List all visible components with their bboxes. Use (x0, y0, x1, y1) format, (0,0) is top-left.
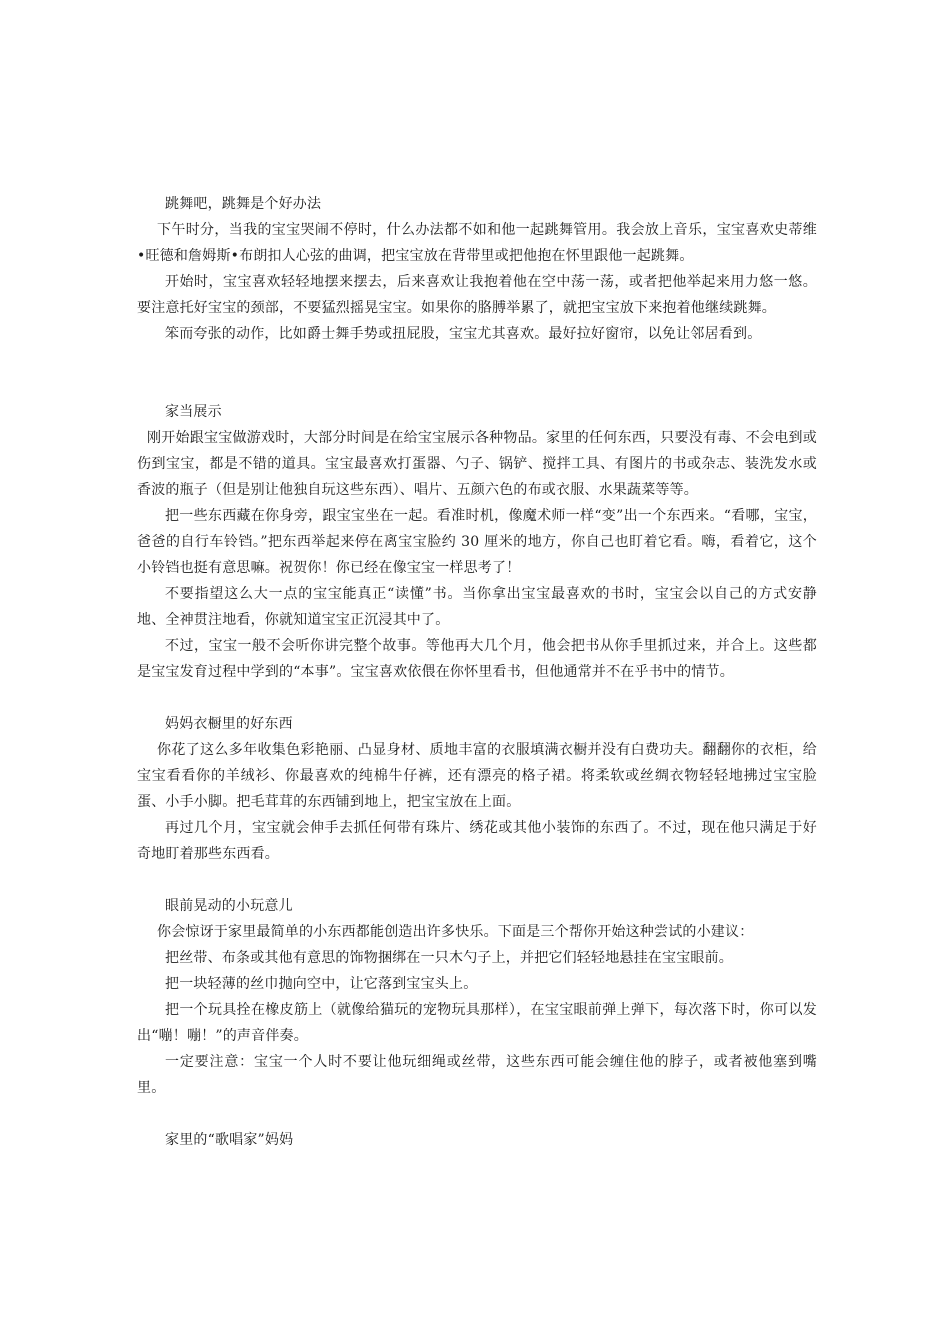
paragraph: 你花了这么多年收集色彩艳丽、凸显身材、质地丰富的衣服填满衣橱并没有白费功夫。翻翻你的衣柜，给宝宝看看你的羊绒衫、你最喜欢的纯棉牛仔裤，还有漂亮的格子裙。将柔软或丝绸衣物轻轻地拂过宝宝脸蛋、小手小脚。把毛茸茸的东西铺到地上，把宝宝放在上面。 (137, 742, 817, 810)
paragraph: 笨而夸张的动作，比如爵士舞手势或扭屁股，宝宝尤其喜欢。最好拉好窗帘，以免让邻居看到。 (165, 326, 762, 342)
section-spacer (137, 685, 817, 711)
section-spacer (137, 373, 817, 399)
section-heading: 家当展示 (165, 404, 222, 420)
paragraph: 刚开始跟宝宝做游戏时，大部分时间是在给宝宝展示各种物品。家里的任何东西，只要没有毒、不会电到或伤到宝宝，都是不错的道具。宝宝最喜欢打蛋器、勺子、锅铲、搅拌工具、有图片的书或杂志、装洗发水或香波的瓶子（但是别让他独自玩这些东西）、唱片、五颜六色的布或衣服、水果蔬菜等等。 (137, 430, 817, 498)
list-item: 把丝带、布条或其他有意思的饰物捆绑在一只木勺子上，并把它们轻轻地悬挂在宝宝眼前。 (165, 950, 733, 966)
paragraph: 再过几个月，宝宝就会伸手去抓任何带有珠片、绣花或其他小装饰的东西了。不过，现在他只满足于好奇地盯着那些东西看。 (137, 820, 817, 862)
section-heading: 跳舞吧，跳舞是个好办法 (165, 196, 322, 212)
list-item: 把一个玩具拴在橡皮筋上（就像给猫玩的宠物玩具那样），在宝宝眼前弹上弹下，每次落下时，你可以发出“嘣！嘣！”的声音伴奏。 (137, 1002, 817, 1044)
paragraph: 不过，宝宝一般不会听你讲完整个故事。等他再大几个月，他会把书从你手里抓过来，并合上。这些都是宝宝发育过程中学到的“本事”。宝宝喜欢依偎在你怀里看书，但他通常并不在乎书中的情节。 (137, 638, 817, 680)
paragraph: 不要指望这么大一点的宝宝能真正“读懂”书。当你拿出宝宝最喜欢的书时，宝宝会以自己的方式安静地、全神贯注地看，你就知道宝宝正沉浸其中了。 (137, 586, 817, 628)
article-body (137, 191, 817, 1153)
section-heading: 眼前晃动的小玩意儿 (165, 898, 293, 914)
section-spacer (137, 867, 817, 893)
paragraph: 你会惊讶于家里最简单的小东西都能创造出许多快乐。下面是三个帮你开始这种尝试的小建议： (157, 924, 754, 940)
paragraph: 下午时分，当我的宝宝哭闹不停时，什么办法都不如和他一起跳舞管用。我会放上音乐，宝宝喜欢史蒂维•旺德和詹姆斯•布朗扣人心弦的曲调，把宝宝放在背带里或把他抱在怀里跟他一起跳舞。 (137, 222, 817, 264)
section-spacer (137, 347, 817, 373)
section-heading: 家里的“歌唱家”妈妈 (165, 1132, 294, 1148)
section-heading: 妈妈衣橱里的好东西 (165, 716, 293, 732)
paragraph: 开始时，宝宝喜欢轻轻地摆来摆去，后来喜欢让我抱着他在空中荡一荡，或者把他举起来用力悠一悠。要注意托好宝宝的颈部，不要猛烈摇晃宝宝。如果你的胳膊举累了，就把宝宝放下来抱着他继续跳舞。 (137, 274, 817, 316)
paragraph: 把一些东西藏在你身旁，跟宝宝坐在一起。看准时机，像魔术师一样“变”出一个东西来。“看哪，宝宝，爸爸的自行车铃铛。”把东西举起来停在离宝宝脸约 30 厘米的地方，你自己也盯着它看。嗨，看着它，这个小铃铛也挺有意思嘛。祝贺你！你已经在像宝宝一样思考了！ (137, 508, 817, 576)
warning-note: 一定要注意：宝宝一个人时不要让他玩细绳或丝带，这些东西可能会缠住他的脖子，或者被他塞到嘴里。 (137, 1054, 817, 1096)
section-spacer (137, 1101, 817, 1127)
list-item: 把一块轻薄的丝巾抛向空中，让它落到宝宝头上。 (165, 976, 478, 992)
